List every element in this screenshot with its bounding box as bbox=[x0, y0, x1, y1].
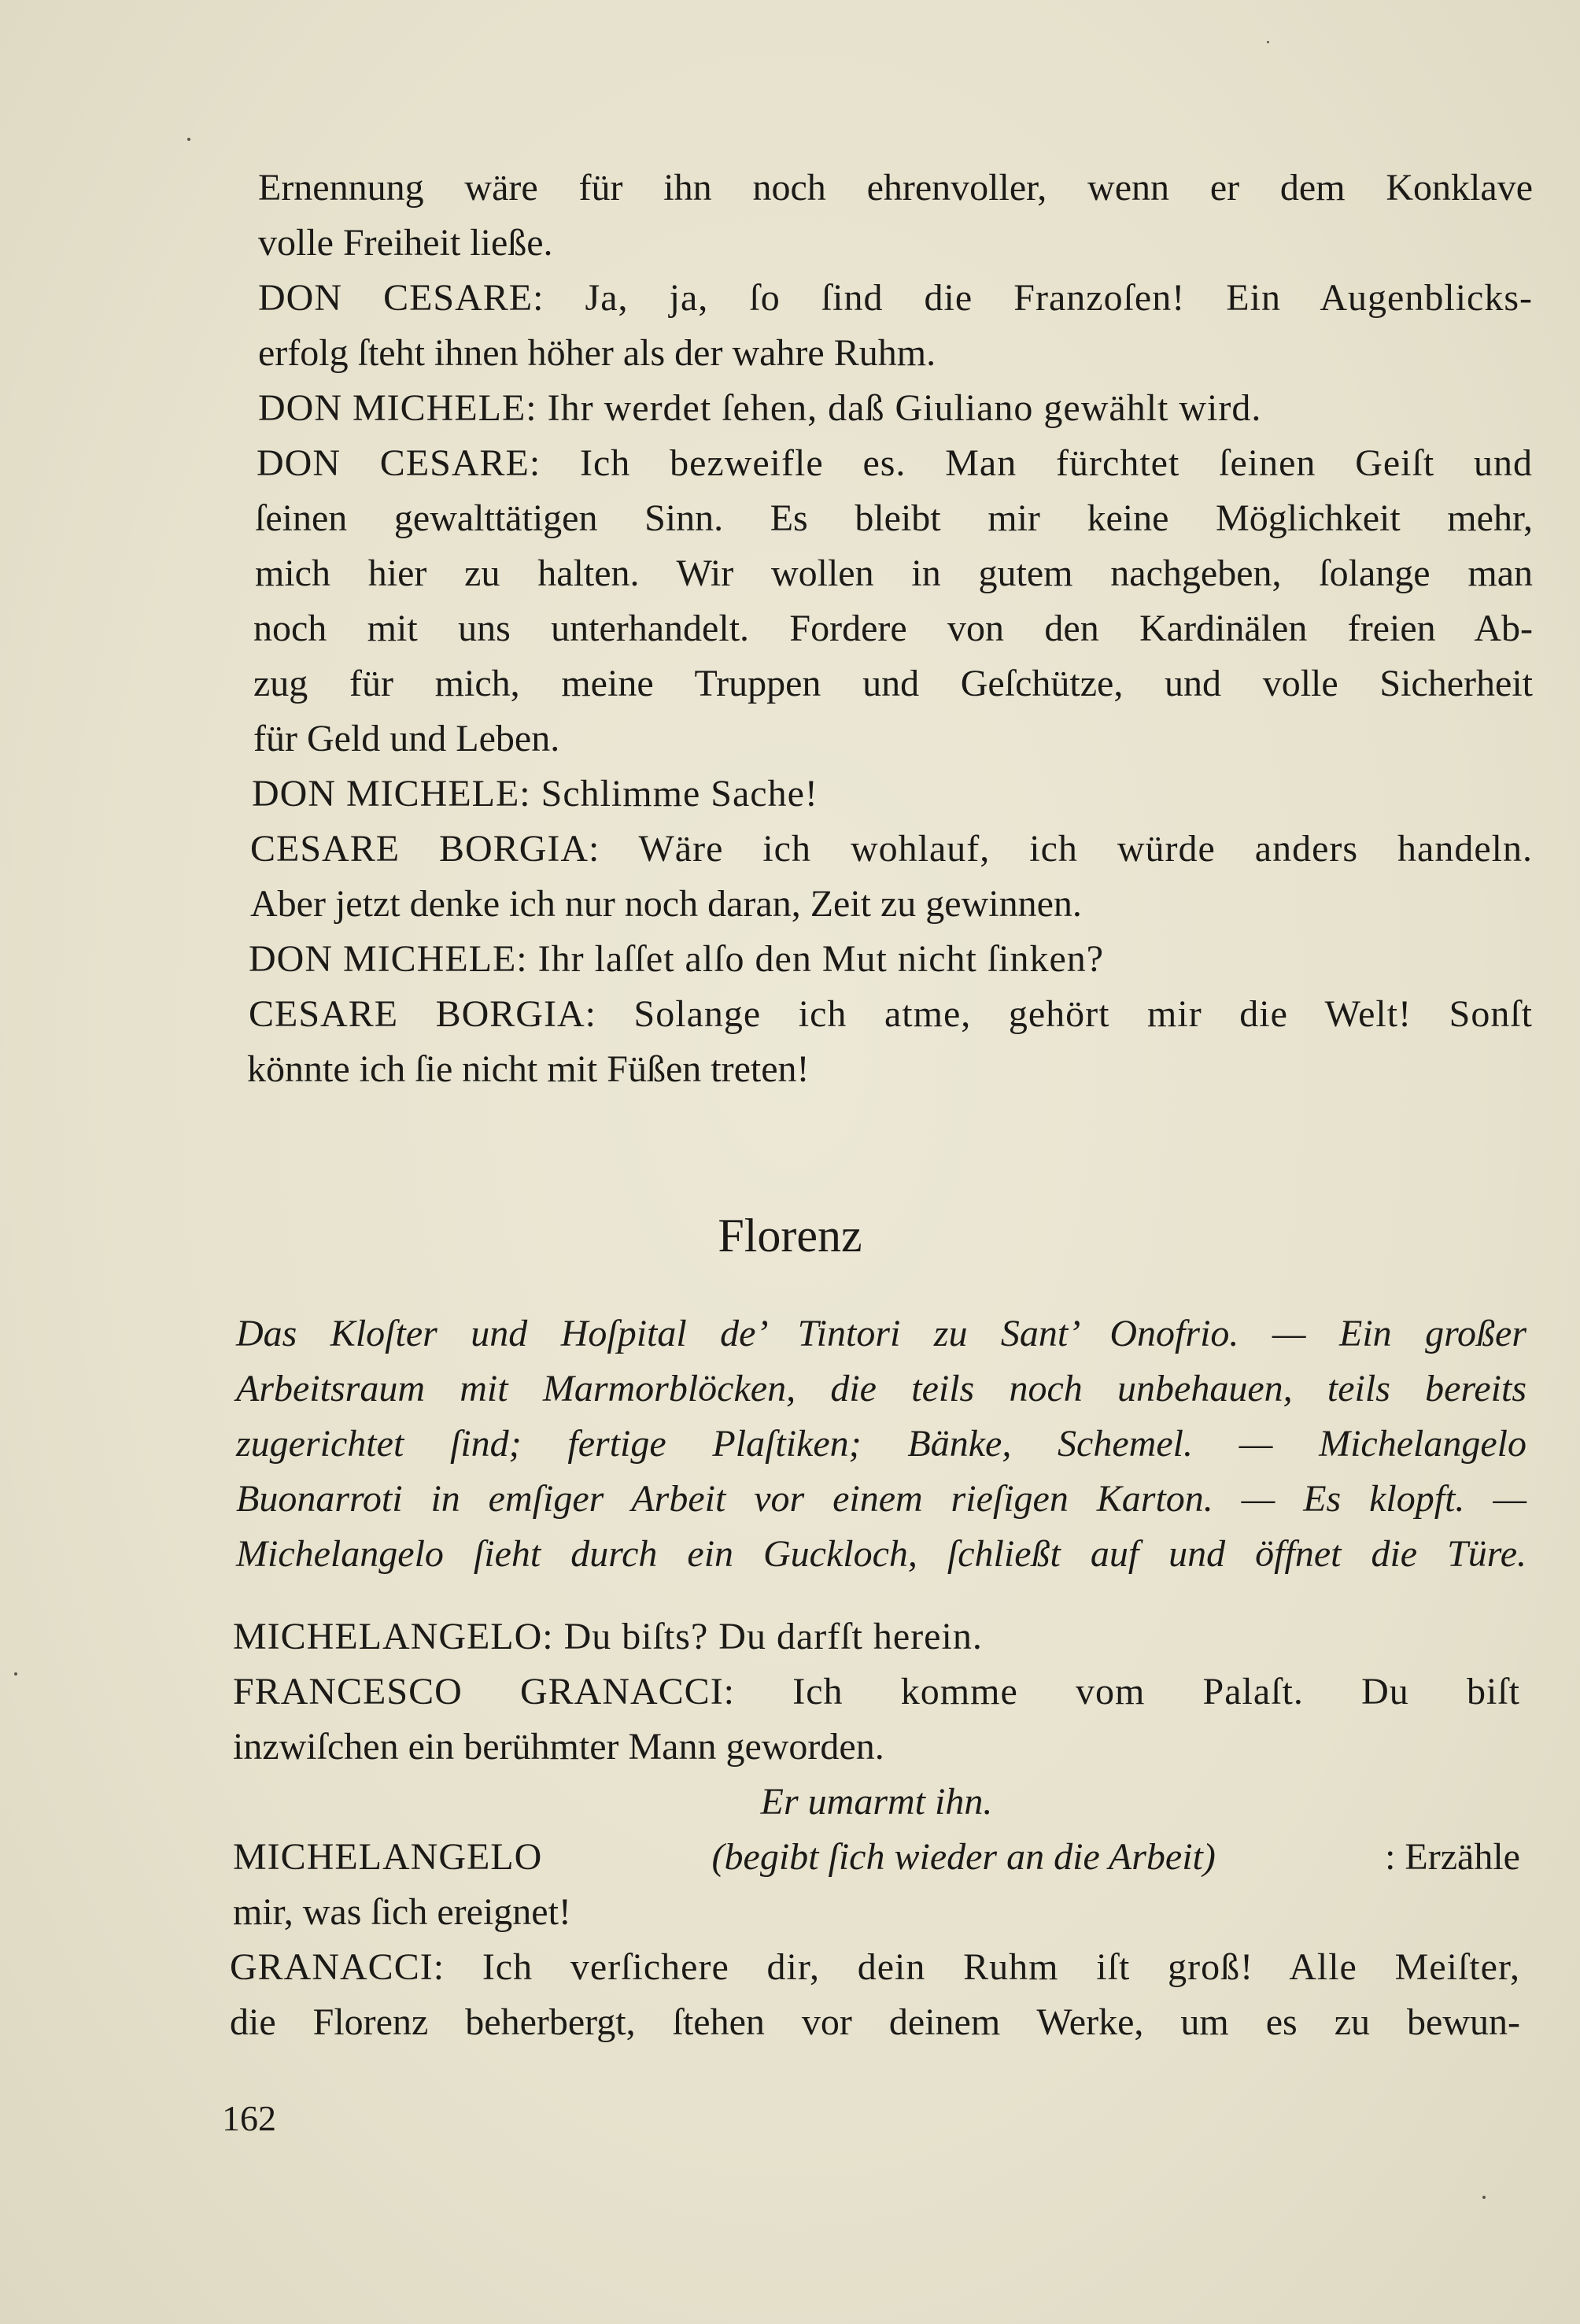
stage-direction bbox=[236, 1306, 1526, 1582]
text-line: könnte ich ſie nicht mit Füßen treten! bbox=[247, 1048, 810, 1090]
speech-text: : Erzähle bbox=[1385, 1836, 1520, 1878]
text-line: die Florenz beherbergt, ſtehen vor deinem Werke, um es zu bewun- bbox=[230, 2001, 1520, 2043]
inline-direction: (begibt ſich wieder an die Arbeit) bbox=[711, 1836, 1216, 1878]
speaker-name: MICHELANGELO bbox=[233, 1836, 543, 1878]
text-line: CESARE BORGIA: Solange ich atme, gehört mir die Welt! Sonſt bbox=[249, 993, 1533, 1035]
text-line: noch mit uns unterhandelt. Fordere von den Kardinälen freien Ab- bbox=[253, 608, 1533, 649]
text-line: DON CESARE: Ich bezweifle es. Man fürchtet ſeinen Geiſt und bbox=[257, 442, 1533, 484]
text-line: FRANCESCO GRANACCI: Ich komme vom Palaſt. Du biſt bbox=[233, 1671, 1520, 1713]
stage-line: zugerichtet ſind; fertige Plaſtiken; Bänke, Schemel. — Michelangelo bbox=[236, 1423, 1526, 1465]
paper-speck bbox=[1482, 2196, 1486, 2199]
page-number: 162 bbox=[222, 2098, 276, 2138]
section-heading: Florenz bbox=[718, 1210, 862, 1262]
stage-line: Das Kloſter und Hoſpital de’ Tintori zu Sant’ Onofrio. — Ein großer bbox=[236, 1313, 1526, 1354]
text-line: DON MICHELE: Schlimme Sache! bbox=[252, 773, 818, 815]
text-line: inzwiſchen ein berühmter Mann geworden. bbox=[233, 1726, 884, 1768]
paper-speck bbox=[1267, 41, 1269, 43]
stage-line: Er umarmt ihn. bbox=[760, 1781, 993, 1823]
text-line: DON MICHELE: Ihr werdet ſehen, daß Giuliano gewählt wird. bbox=[258, 387, 1262, 429]
stage-line: Buonarroti in emſiger Arbeit vor einem rieſigen Karton. — Es klopft. — bbox=[236, 1478, 1526, 1520]
dialogue-block-top bbox=[247, 161, 1533, 1097]
text-line: CESARE BORGIA: Wäre ich wohlauf, ich würde anders handeln. bbox=[250, 828, 1533, 870]
paper-speck bbox=[187, 138, 190, 141]
text-line: erfolg ſteht ihnen höher als der wahre Ruhm. bbox=[258, 332, 936, 374]
text-line: Aber jetzt denke ich nur noch daran, Zeit zu gewinnen. bbox=[250, 883, 1082, 925]
text-line: MICHELANGELO: Du biſts? Du darfſt herein. bbox=[233, 1616, 983, 1657]
text-line: für Geld und Leben. bbox=[253, 718, 560, 759]
text-line: DON MICHELE: Ihr laſſet alſo den Mut nicht ſinken? bbox=[249, 938, 1105, 980]
stage-line: Arbeitsraum mit Marmorblöcken, die teils noch unbehauen, teils bereits bbox=[236, 1368, 1526, 1410]
text-line: volle Freiheit ließe. bbox=[258, 222, 553, 264]
text-line: zug für mich, meine Truppen und Geſchütze, und volle Sicherheit bbox=[253, 663, 1533, 704]
text-line: mir, was ſich ereignet! bbox=[233, 1891, 571, 1933]
paper-speck bbox=[14, 1672, 17, 1676]
dialogue-block-bottom bbox=[230, 1609, 1520, 2050]
text-line: Ernennung wäre für ihn noch ehrenvoller, wenn er dem Konklave bbox=[258, 167, 1533, 209]
text-line: ſeinen gewalttätigen Sinn. Es bleibt mir keine Möglichkeit mehr, bbox=[255, 497, 1533, 539]
text-line bbox=[233, 1830, 1520, 1885]
text-line: GRANACCI: Ich verſichere dir, dein Ruhm iſt groß! Alle Meiſter, bbox=[230, 1946, 1520, 1988]
stage-line: Michelangelo ſieht durch ein Guckloch, ſchließt auf und öffnet die Türe. bbox=[236, 1533, 1526, 1575]
text-line: mich hier zu halten. Wir wollen in gutem nachgeben, ſolange man bbox=[255, 552, 1533, 594]
text-line: DON CESARE: Ja, ja, ſo ſind die Franzoſen! Ein Augenblicks- bbox=[258, 277, 1533, 319]
